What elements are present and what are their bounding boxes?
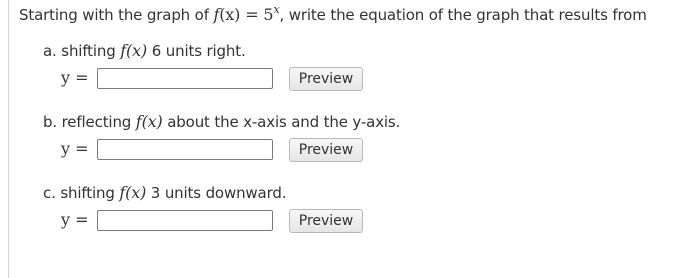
function-argument: (x): [219, 5, 241, 24]
part-c-preview-button[interactable]: Preview: [289, 209, 363, 233]
part-c-answer-row: [9, 208, 669, 232]
question-prompt: [19, 4, 647, 26]
part-c-function: f(x): [119, 183, 147, 202]
part-b-preview-button[interactable]: Preview: [289, 138, 363, 162]
part-a-preview-button[interactable]: Preview: [289, 67, 363, 91]
part-a-function: f(x): [120, 41, 148, 60]
part-c-prefix: c. shifting: [43, 184, 120, 202]
part-a-answer-row: [9, 66, 669, 90]
part-a-y-label: y =: [61, 68, 89, 87]
prompt-text-start: Starting with the graph of: [19, 6, 214, 24]
part-b-answer-input[interactable]: [97, 139, 273, 160]
part-a-suffix: 6 units right.: [147, 42, 246, 60]
exponent: x: [273, 3, 280, 16]
prompt-text-end: , write the equation of the graph that results from: [279, 6, 647, 24]
part-b-function: f(x): [135, 112, 163, 131]
part-a-prefix: a. shifting: [43, 42, 121, 60]
part-b-answer-row: [9, 137, 669, 161]
function-name: f: [213, 5, 220, 24]
part-a-label: [43, 40, 246, 62]
part-b-prefix: b. reflecting: [43, 113, 136, 131]
part-c-y-label: y =: [61, 210, 89, 229]
part-c-answer-input[interactable]: [97, 210, 273, 231]
part-c-label: [43, 182, 286, 204]
part-b-label: [43, 111, 400, 133]
part-c-suffix: 3 units downward.: [146, 184, 287, 202]
question-panel: [8, 0, 675, 278]
part-b-suffix: about the x-axis and the y-axis.: [162, 113, 401, 131]
part-b-y-label: y =: [61, 139, 89, 158]
equals-sign: =: [240, 5, 264, 24]
exponential-base: 5: [263, 5, 274, 24]
part-a-answer-input[interactable]: [97, 68, 273, 89]
function-expression: [213, 5, 279, 24]
